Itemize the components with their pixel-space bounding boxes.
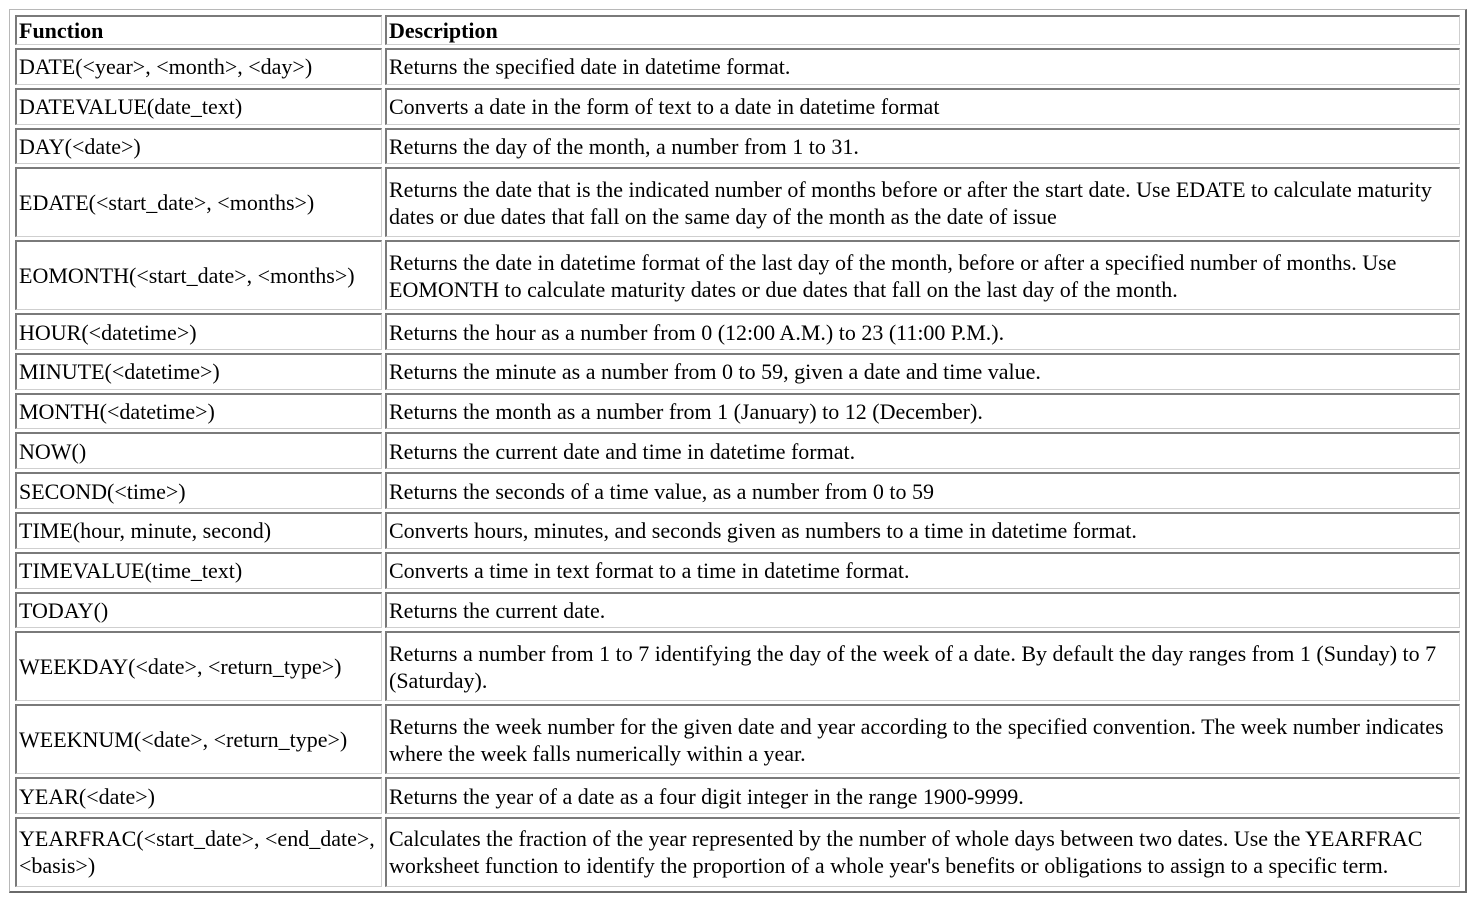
- date-functions-table: [12, 12, 1463, 890]
- function-cell: HOUR(<datetime>): [15, 313, 382, 350]
- table-header-row: [15, 15, 1460, 45]
- function-cell: YEAR(<date>): [15, 777, 382, 814]
- table-row: [15, 313, 1460, 350]
- table-row: [15, 128, 1460, 165]
- function-cell: YEARFRAC(<start_date>, <end_date>, <basis>): [15, 817, 382, 887]
- description-cell: Returns the month as a number from 1 (January) to 12 (December).: [385, 393, 1460, 430]
- description-cell: Returns the current date and time in datetime format.: [385, 432, 1460, 469]
- table-row: [15, 240, 1460, 310]
- description-cell: Returns the week number for the given date and year according to the specified convention. The week number indicates where the week falls numerically within a year.: [385, 704, 1460, 774]
- table-row: [15, 777, 1460, 814]
- description-cell: Returns the year of a date as a four digit integer in the range 1900-9999.: [385, 777, 1460, 814]
- table-row: [15, 592, 1460, 629]
- function-cell: SECOND(<time>): [15, 472, 382, 509]
- description-cell: Returns the specified date in datetime format.: [385, 48, 1460, 85]
- description-cell: Returns a number from 1 to 7 identifying the day of the week of a date. By default the day ranges from 1 (Sunday) to 7 (Saturday).: [385, 631, 1460, 701]
- table-row: [15, 704, 1460, 774]
- function-cell: MINUTE(<datetime>): [15, 353, 382, 390]
- description-cell: Returns the date in datetime format of the last day of the month, before or after a specified number of months. Use EOMONTH to calculate maturity dates or due dates that fall on the last day of the month.: [385, 240, 1460, 310]
- description-cell: Returns the date that is the indicated number of months before or after the start date. Use EDATE to calculate maturity dates or due dates that fall on the same day of the month as the date of issue: [385, 167, 1460, 237]
- table-row: [15, 353, 1460, 390]
- table-row: [15, 817, 1460, 887]
- description-cell: Returns the seconds of a time value, as a number from 0 to 59: [385, 472, 1460, 509]
- description-cell: Converts a time in text format to a time in datetime format.: [385, 552, 1460, 589]
- function-cell: TIMEVALUE(time_text): [15, 552, 382, 589]
- description-cell: Returns the minute as a number from 0 to 59, given a date and time value.: [385, 353, 1460, 390]
- column-header-description: Description: [385, 15, 1460, 45]
- function-cell: EOMONTH(<start_date>, <months>): [15, 240, 382, 310]
- date-functions-table-container: [9, 9, 1467, 893]
- table-row: [15, 432, 1460, 469]
- function-cell: WEEKDAY(<date>, <return_type>): [15, 631, 382, 701]
- function-cell: TIME(hour, minute, second): [15, 512, 382, 549]
- description-cell: Returns the day of the month, a number from 1 to 31.: [385, 128, 1460, 165]
- table-row: [15, 512, 1460, 549]
- function-cell: NOW(): [15, 432, 382, 469]
- function-cell: TODAY(): [15, 592, 382, 629]
- table-row: [15, 167, 1460, 237]
- function-cell: WEEKNUM(<date>, <return_type>): [15, 704, 382, 774]
- table-row: [15, 472, 1460, 509]
- function-cell: MONTH(<datetime>): [15, 393, 382, 430]
- column-header-function: Function: [15, 15, 382, 45]
- function-cell: EDATE(<start_date>, <months>): [15, 167, 382, 237]
- description-cell: Calculates the fraction of the year represented by the number of whole days between two dates. Use the YEARFRAC worksheet function to identify the proportion of a whole year's benefits or obligations to assign to a specific term.: [385, 817, 1460, 887]
- description-cell: Returns the hour as a number from 0 (12:00 A.M.) to 23 (11:00 P.M.).: [385, 313, 1460, 350]
- description-cell: Returns the current date.: [385, 592, 1460, 629]
- table-row: [15, 631, 1460, 701]
- function-cell: DAY(<date>): [15, 128, 382, 165]
- function-cell: DATE(<year>, <month>, <day>): [15, 48, 382, 85]
- description-cell: Converts hours, minutes, and seconds given as numbers to a time in datetime format.: [385, 512, 1460, 549]
- table-row: [15, 393, 1460, 430]
- table-row: [15, 88, 1460, 125]
- function-cell: DATEVALUE(date_text): [15, 88, 382, 125]
- table-row: [15, 552, 1460, 589]
- description-cell: Converts a date in the form of text to a date in datetime format: [385, 88, 1460, 125]
- table-row: [15, 48, 1460, 85]
